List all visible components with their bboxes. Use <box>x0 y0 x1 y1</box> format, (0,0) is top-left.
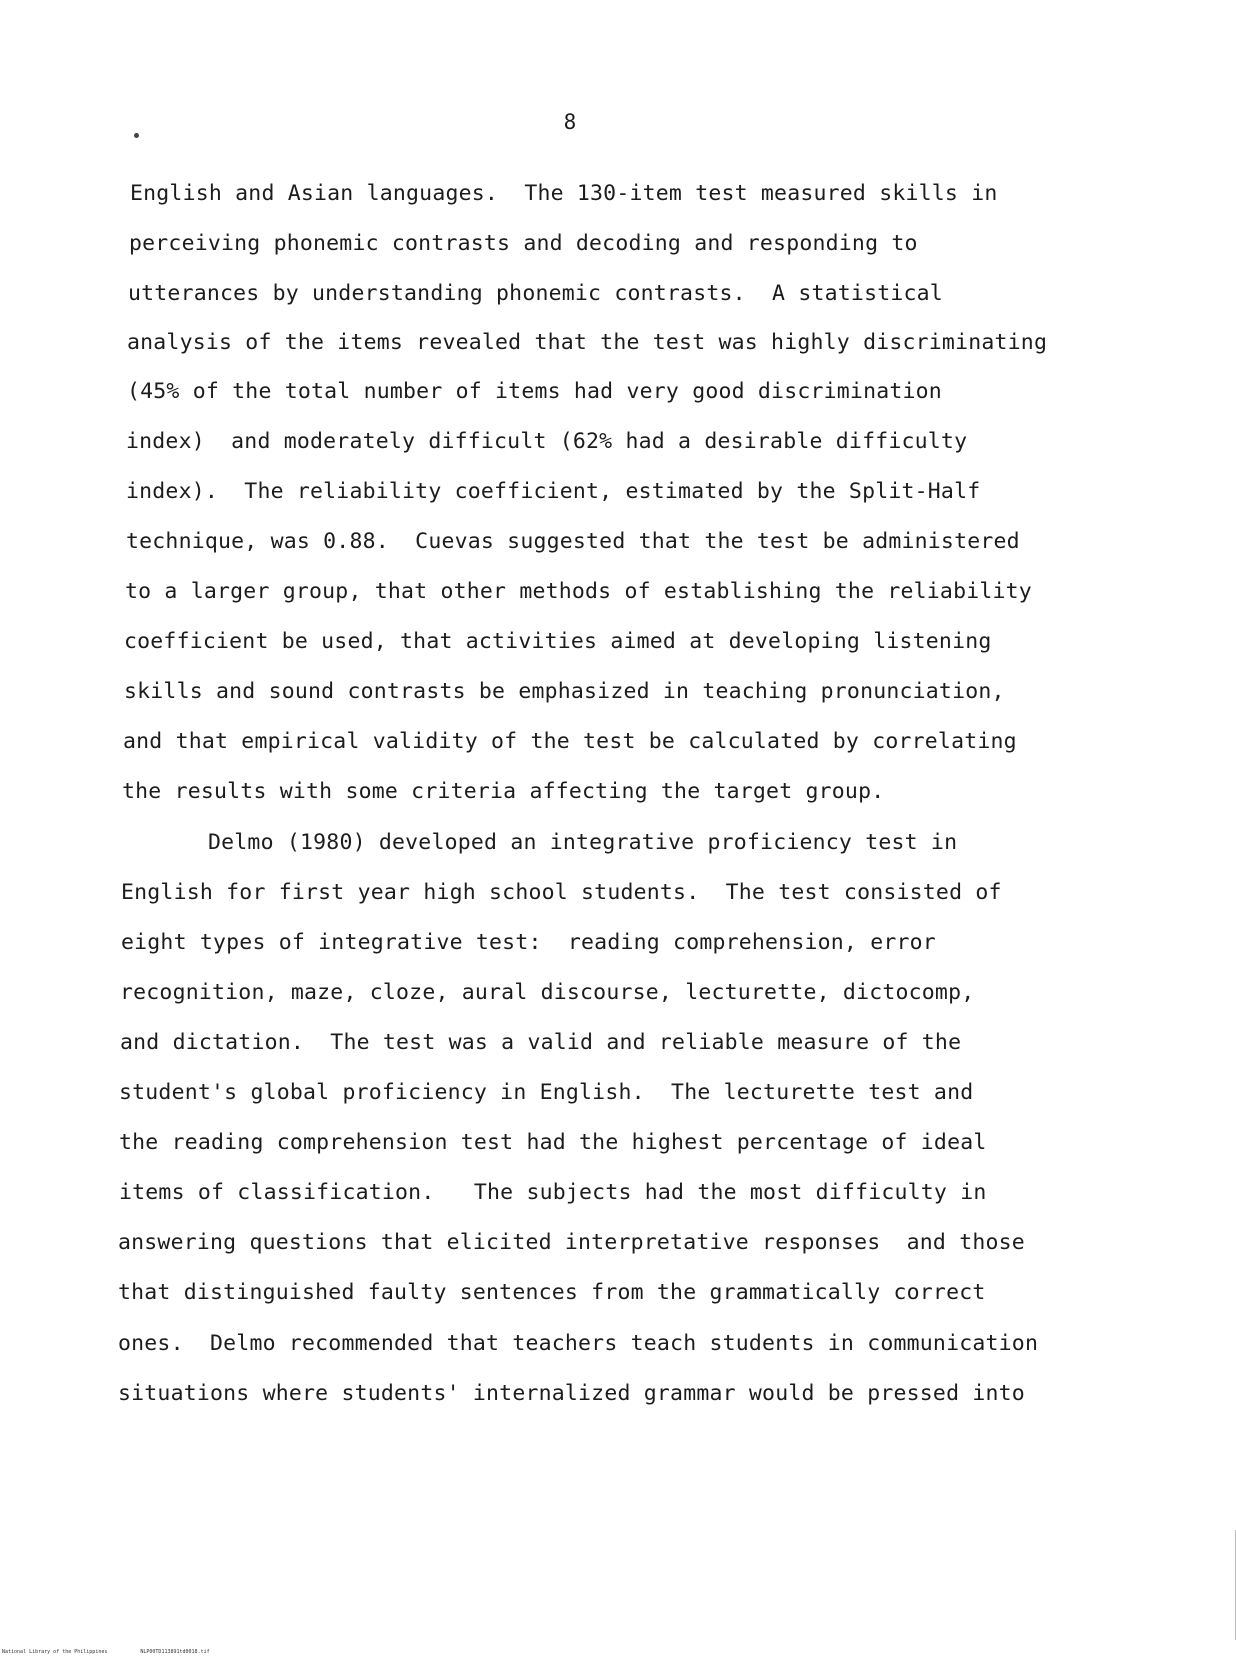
text-line: that distinguished faulty sentences from the grammatically correct <box>118 1280 986 1305</box>
text-line: technique, was 0.88. Cuevas suggested that the test be administered <box>126 529 1020 554</box>
text-line: answering questions that elicited interpretative responses and those <box>118 1230 1025 1255</box>
text-line: the reading comprehension test had the highest percentage of ideal <box>119 1130 987 1155</box>
text-line: eight types of integrative test: reading comprehension, error <box>121 930 936 955</box>
text-line: and dictation. The test was a valid and reliable measure of the <box>120 1030 962 1055</box>
text-line: student's global proficiency in English. The lecturette test and <box>119 1080 974 1105</box>
text-line: to a larger group, that other methods of establishing the reliability <box>125 579 1032 604</box>
text-line: perceiving phonemic contrasts and decoding and responding to <box>129 231 918 256</box>
text-line: the results with some criteria affecting the target group. <box>122 779 885 804</box>
text-line: recognition, maze, cloze, aural discourse, lecturette, dictocomp, <box>120 980 975 1005</box>
page-number: 8 <box>563 110 577 134</box>
text-line: English and Asian languages. The 130-item test measured skills in <box>130 181 998 206</box>
text-line: index). The reliability coefficient, estimated by the Split-Half <box>126 479 981 504</box>
text-line: English for first year high school students. The test consisted of <box>121 880 1002 905</box>
text-line: analysis of the items revealed that the test was highly discriminating <box>127 330 1048 355</box>
text-line: coefficient be used, that activities aimed at developing listening <box>124 629 992 654</box>
scan-footer <box>2 1649 210 1655</box>
text-line: situations where students' internalized grammar would be pressed into <box>118 1381 1025 1406</box>
text-line: and that empirical validity of the test be calculated by correlating <box>123 729 1017 754</box>
text-line: index) and moderately difficult (62% had a desirable difficulty <box>126 429 968 454</box>
footer-file: NLP00TD113891td0018.tif <box>140 1649 210 1655</box>
text-line: ones. Delmo recommended that teachers teach students in communication <box>118 1331 1039 1356</box>
text-line: (45% of the total number of items had very good discrimination <box>127 379 942 404</box>
text-line: skills and sound contrasts be emphasized in teaching pronunciation, <box>124 679 1005 704</box>
scan-speck <box>134 133 139 138</box>
text-line: items of classification. The subjects had the most difficulty in <box>119 1180 987 1205</box>
text-line: utterances by understanding phonemic contrasts. A statistical <box>128 281 943 306</box>
footer-library: National Library of the Philippines <box>2 1649 108 1655</box>
text-line: Delmo (1980) developed an integrative proficiency test in <box>208 830 958 855</box>
